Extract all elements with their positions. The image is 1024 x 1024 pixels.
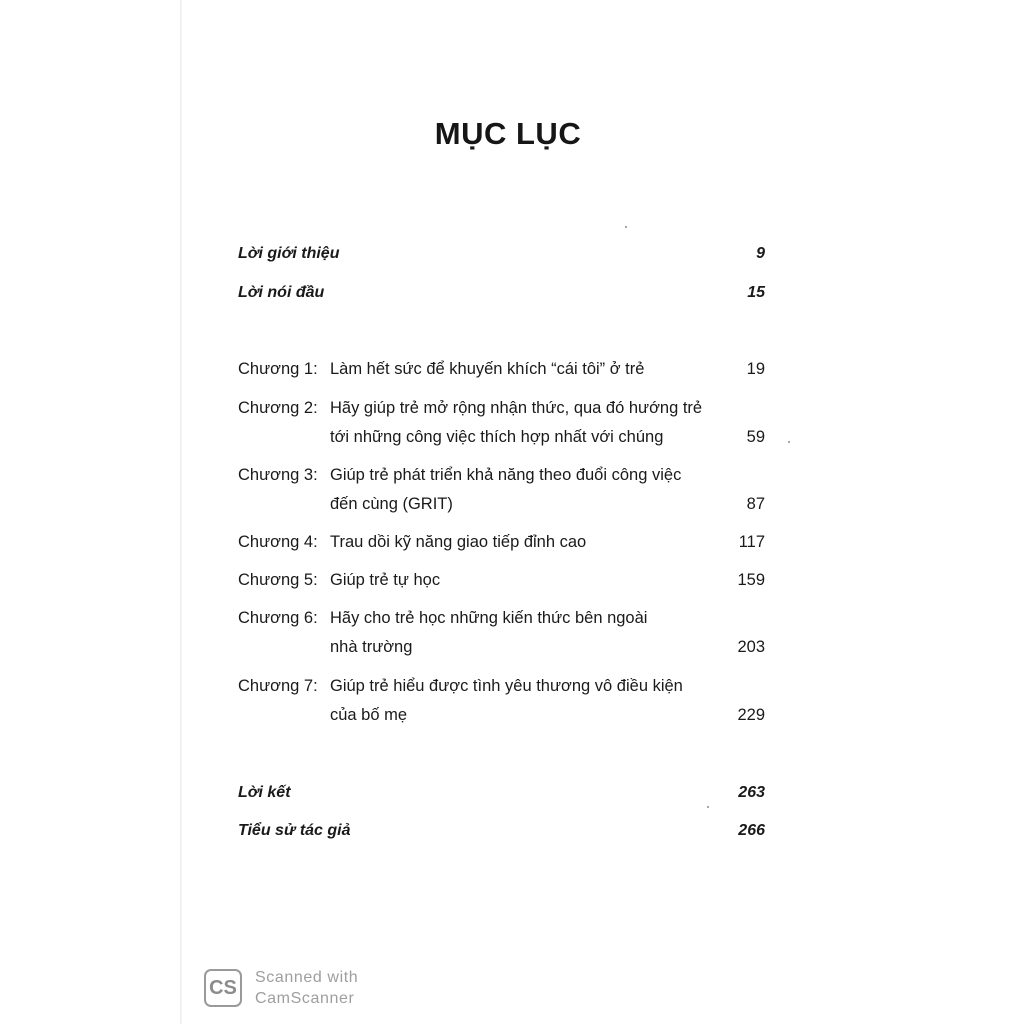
scan-speck <box>707 806 709 808</box>
chapter-title-line: tới những công việc thích hợp nhất với chúng <box>330 428 664 446</box>
chapter-page: 87 <box>746 495 765 513</box>
chapter-number: Chương 6: <box>238 609 318 627</box>
chapter-number: Chương 1: <box>238 360 318 378</box>
toc-entry-back-1 <box>238 822 765 846</box>
page-spine-edge <box>180 0 182 1024</box>
toc-entry-page: 263 <box>738 784 765 801</box>
toc-entry-front-0 <box>238 245 765 269</box>
chapter-title-line: Trau dồi kỹ năng giao tiếp đỉnh cao <box>330 533 587 551</box>
toc-entry-label: Lời nói đầu <box>238 284 325 301</box>
toc-entry-page: 266 <box>738 822 765 839</box>
chapter-title-line: Hãy giúp trẻ mở rộng nhận thức, qua đó hướng trẻ <box>330 399 703 417</box>
watermark-line-2: CamScanner <box>255 990 355 1007</box>
chapter-title-line: Giúp trẻ tự học <box>330 571 441 589</box>
chapter-page: 19 <box>746 360 765 378</box>
chapter-number: Chương 3: <box>238 466 318 484</box>
scan-speck <box>625 226 627 228</box>
camscanner-watermark <box>204 967 394 1011</box>
chapter-number: Chương 4: <box>238 533 318 551</box>
camscanner-logo-icon: CS <box>204 969 242 1007</box>
chapter-title-line: của bố mẹ <box>330 706 408 724</box>
chapter-title-line: đến cùng (GRIT) <box>330 495 453 513</box>
chapter-number: Chương 5: <box>238 571 318 589</box>
chapter-page: 59 <box>746 428 765 446</box>
watermark-text <box>255 967 358 1009</box>
scan-speck <box>788 441 790 443</box>
chapter-title-line: nhà trường <box>330 638 413 656</box>
chapter-title-line: Giúp trẻ hiểu được tình yêu thương vô điều kiện <box>330 677 683 695</box>
chapter-page: 229 <box>737 706 765 724</box>
toc-entry-page: 15 <box>747 284 765 301</box>
watermark-line-1: Scanned with <box>255 969 359 986</box>
toc-entry-label: Lời kết <box>238 784 291 801</box>
chapter-page: 159 <box>737 571 765 589</box>
chapter-title-line: Giúp trẻ phát triển khả năng theo đuổi công việc <box>330 466 682 484</box>
chapter-page: 203 <box>737 638 765 656</box>
toc-entry-front-1 <box>238 284 765 308</box>
page-title: MỤC LỤC <box>434 116 582 151</box>
toc-entry-label: Lời giới thiệu <box>238 245 340 262</box>
toc-entry-back-0 <box>238 784 765 808</box>
chapter-number: Chương 7: <box>238 677 318 695</box>
toc-entry-label: Tiểu sử tác giả <box>238 822 351 839</box>
chapter-number: Chương 2: <box>238 399 318 417</box>
chapter-page: 117 <box>738 533 765 551</box>
chapter-title-line: Hãy cho trẻ học những kiến thức bên ngoài <box>330 609 648 627</box>
toc-entry-page: 9 <box>756 245 765 262</box>
chapter-title-line: Làm hết sức để khuyến khích “cái tôi” ở trẻ <box>330 360 645 378</box>
